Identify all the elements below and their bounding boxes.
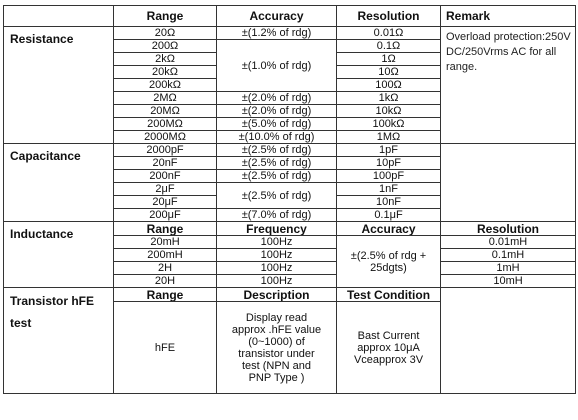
resolution-cell: 100Ω — [337, 79, 441, 92]
transistor-header-range: Range — [114, 288, 217, 302]
section-inductance: Inductance — [4, 222, 114, 288]
header-empty-cell — [4, 6, 114, 27]
range-cell: 200nF — [114, 170, 217, 183]
transistor-description-cell: Display read approx .hFE value (0~1000) of transistor under test (NPN and PNP Type ) — [217, 302, 337, 394]
accuracy-cell: ±(2.5% of rdg) — [217, 170, 337, 183]
resolution-cell: 0.01mH — [441, 236, 576, 249]
accuracy-cell: ±(5.0% of rdg) — [217, 118, 337, 131]
range-cell: 200mH — [114, 249, 217, 262]
frequency-cell: 100Hz — [217, 262, 337, 275]
header-accuracy: Accuracy — [217, 6, 337, 27]
range-cell: 20kΩ — [114, 66, 217, 79]
resolution-cell: 10mH — [441, 275, 576, 288]
accuracy-cell: ±(2.0% of rdg) — [217, 105, 337, 118]
range-cell: 200MΩ — [114, 118, 217, 131]
section-resistance: Resistance — [4, 27, 114, 144]
resolution-cell: 10kΩ — [337, 105, 441, 118]
resolution-cell: 1mH — [441, 262, 576, 275]
resolution-cell: 0.1Ω — [337, 40, 441, 53]
inductance-accuracy-cell: ±(2.5% of rdg + 25dgts) — [337, 236, 441, 288]
range-cell: 2MΩ — [114, 92, 217, 105]
range-cell: 20H — [114, 275, 217, 288]
accuracy-cell: ±(1.0% of rdg) — [217, 40, 337, 92]
range-cell: 20μF — [114, 196, 217, 209]
resolution-cell: 1Ω — [337, 53, 441, 66]
header-resolution: Resolution — [337, 6, 441, 27]
range-cell: 20mH — [114, 236, 217, 249]
range-cell: 200μF — [114, 209, 217, 222]
transistor-remark-empty — [441, 288, 576, 394]
accuracy-cell: ±(2.5% of rdg) — [217, 144, 337, 157]
resolution-cell: 1nF — [337, 183, 441, 196]
inductance-header-frequency: Frequency — [217, 222, 337, 236]
header-row — [4, 6, 576, 27]
transistor-test-condition-cell: Bast Current approx 10μA Vceapprox 3V — [337, 302, 441, 394]
section-transistor: Transistor hFE test — [4, 288, 114, 394]
transistor-range-cell: hFE — [114, 302, 217, 394]
range-cell: 2μF — [114, 183, 217, 196]
table-row — [4, 27, 576, 40]
capacitance-remark-empty — [441, 144, 576, 222]
inductance-header-accuracy: Accuracy — [337, 222, 441, 236]
range-cell: 200Ω — [114, 40, 217, 53]
transistor-header-description: Description — [217, 288, 337, 302]
frequency-cell: 100Hz — [217, 275, 337, 288]
inductance-header-resolution: Resolution — [441, 222, 576, 236]
resolution-cell: 0.1mH — [441, 249, 576, 262]
range-cell: 20Ω — [114, 27, 217, 40]
spec-table — [3, 5, 576, 394]
table-row — [4, 144, 576, 157]
range-cell: 2000MΩ — [114, 131, 217, 144]
range-cell: 20nF — [114, 157, 217, 170]
resolution-cell: 100pF — [337, 170, 441, 183]
header-range: Range — [114, 6, 217, 27]
frequency-cell: 100Hz — [217, 236, 337, 249]
resolution-cell: 10nF — [337, 196, 441, 209]
accuracy-cell: ±(2.0% of rdg) — [217, 92, 337, 105]
resolution-cell: 1MΩ — [337, 131, 441, 144]
inductance-header-range: Range — [114, 222, 217, 236]
resolution-cell: 1pF — [337, 144, 441, 157]
transistor-header-row — [4, 288, 576, 302]
accuracy-cell: ±(1.2% of rdg) — [217, 27, 337, 40]
resolution-cell: 0.01Ω — [337, 27, 441, 40]
resolution-cell: 100kΩ — [337, 118, 441, 131]
resolution-cell: 0.1μF — [337, 209, 441, 222]
resolution-cell: 10Ω — [337, 66, 441, 79]
range-cell: 20MΩ — [114, 105, 217, 118]
range-cell: 2kΩ — [114, 53, 217, 66]
accuracy-cell: ±(10.0% of rdg) — [217, 131, 337, 144]
transistor-header-test-condition: Test Condition — [337, 288, 441, 302]
range-cell: 2000pF — [114, 144, 217, 157]
resolution-cell: 1kΩ — [337, 92, 441, 105]
accuracy-cell: ±(2.5% of rdg) — [217, 183, 337, 209]
range-cell: 2H — [114, 262, 217, 275]
resistance-remark: Overload protection:250V DC/250Vrms AC for all range. — [441, 27, 576, 144]
accuracy-cell: ±(7.0% of rdg) — [217, 209, 337, 222]
accuracy-cell: ±(2.5% of rdg) — [217, 157, 337, 170]
section-capacitance: Capacitance — [4, 144, 114, 222]
frequency-cell: 100Hz — [217, 249, 337, 262]
inductance-header-row — [4, 222, 576, 236]
resolution-cell: 10pF — [337, 157, 441, 170]
header-remark: Remark — [441, 6, 576, 27]
range-cell: 200kΩ — [114, 79, 217, 92]
